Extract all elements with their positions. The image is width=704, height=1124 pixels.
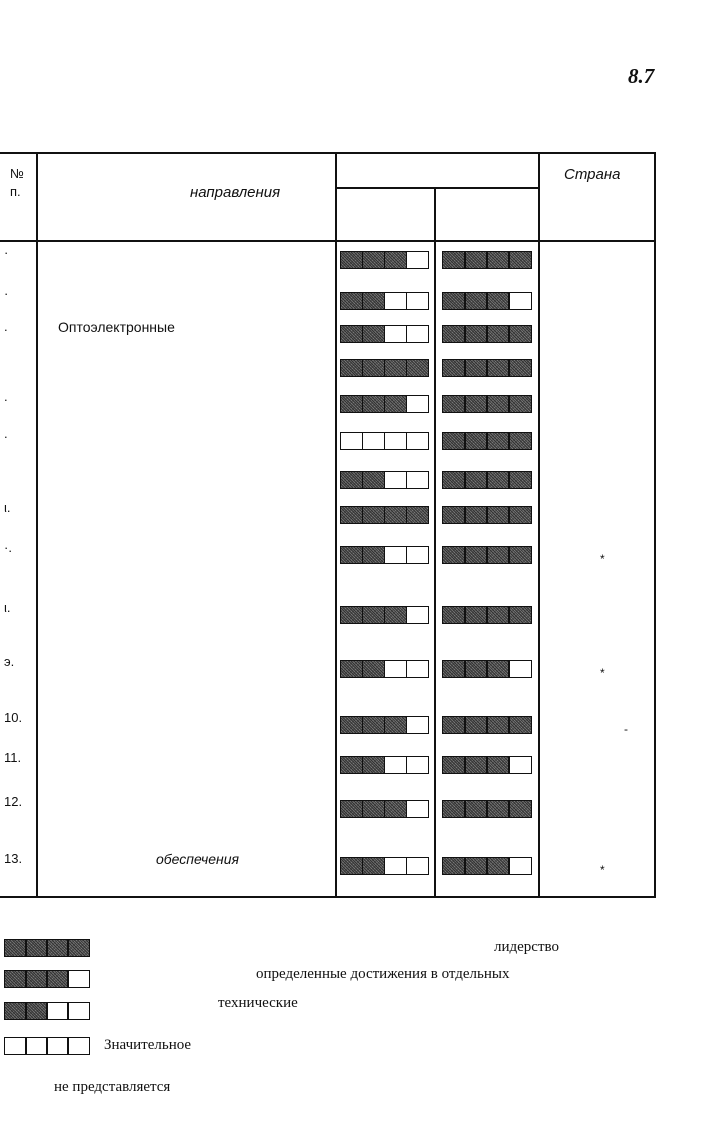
bar-segment-divider — [362, 661, 363, 677]
bar-segment-divider — [384, 717, 385, 733]
rating-bar-b — [442, 660, 532, 678]
rating-bar-b — [442, 756, 532, 774]
rating-bar-b — [442, 546, 532, 564]
direction-col-header: направления — [190, 184, 281, 201]
bar-segment-divider — [406, 757, 407, 773]
row-number: 11. — [4, 750, 22, 765]
bar-segment-divider — [508, 472, 509, 488]
bar-segment-divider — [508, 547, 509, 563]
bar-segment-divider — [362, 252, 363, 268]
bar-segment-divider — [508, 757, 509, 773]
bar-segment-divider — [464, 252, 465, 268]
column-divider — [36, 152, 38, 898]
footer-note: не представляется — [54, 1079, 171, 1095]
bar-segment-divider — [486, 858, 487, 874]
bar-segment-divider — [486, 293, 487, 309]
rating-bar-b — [442, 432, 532, 450]
bar-segment-divider — [464, 293, 465, 309]
bar-segment-divider — [508, 661, 509, 677]
rating-bar-b — [442, 292, 532, 310]
bar-segment-divider — [384, 326, 385, 342]
bar-segment-divider — [464, 472, 465, 488]
bar-segment-divider — [508, 293, 509, 309]
bar-segment-divider — [464, 507, 465, 523]
rating-bar-b — [442, 857, 532, 875]
bar-segment-divider — [406, 607, 407, 623]
rating-bar-b — [442, 359, 532, 377]
bar-fill — [443, 757, 509, 773]
bar-segment-divider — [464, 326, 465, 342]
rating-bar-b — [442, 251, 532, 269]
row-number: · — [4, 245, 9, 260]
bar-segment-divider — [362, 433, 363, 449]
bar-segment-divider — [406, 858, 407, 874]
rating-bar-a — [340, 395, 429, 413]
bar-fill — [443, 661, 509, 677]
country-mark: - — [624, 722, 628, 736]
bar-fill — [341, 607, 406, 623]
bar-segment-divider — [406, 396, 407, 412]
rating-bar-a — [340, 756, 429, 774]
row-number: ι. — [4, 600, 11, 615]
bar-segment-divider — [508, 717, 509, 733]
bar-fill — [341, 717, 406, 733]
header-divider — [0, 240, 656, 242]
bar-segment-divider — [362, 396, 363, 412]
legend-label: определенные достижения в отдельных — [256, 966, 510, 982]
bar-segment-divider — [67, 940, 68, 956]
row-number: . — [4, 389, 8, 404]
column-divider — [538, 152, 540, 898]
bar-segment-divider — [362, 293, 363, 309]
bar-segment-divider — [406, 252, 407, 268]
bar-segment-divider — [406, 326, 407, 342]
bar-fill — [443, 858, 509, 874]
rating-bar-a — [340, 325, 429, 343]
rating-bar-b — [442, 471, 532, 489]
rating-bar-a — [340, 432, 429, 450]
row-number: 10. — [4, 710, 23, 725]
bar-segment-divider — [406, 293, 407, 309]
row-number: . — [4, 319, 8, 334]
bar-fill — [341, 801, 406, 817]
bar-segment-divider — [25, 940, 26, 956]
bar-segment-divider — [508, 326, 509, 342]
bar-segment-divider — [384, 607, 385, 623]
bar-segment-divider — [486, 507, 487, 523]
country-mark: * — [600, 863, 605, 877]
bar-segment-divider — [362, 607, 363, 623]
bar-segment-divider — [25, 1038, 26, 1054]
bar-segment-divider — [464, 661, 465, 677]
bar-fill — [5, 971, 68, 987]
bar-segment-divider — [384, 757, 385, 773]
bar-segment-divider — [406, 547, 407, 563]
data-table — [0, 152, 656, 898]
bar-segment-divider — [46, 940, 47, 956]
bar-segment-divider — [464, 717, 465, 733]
bar-segment-divider — [464, 547, 465, 563]
bar-segment-divider — [486, 717, 487, 733]
row-label: обеспечения — [156, 851, 239, 867]
rating-bar-a — [340, 506, 429, 524]
bar-segment-divider — [25, 971, 26, 987]
rating-bar-b — [442, 800, 532, 818]
num-col-header-bottom: п. — [10, 184, 21, 199]
rating-bar-b — [442, 506, 532, 524]
bar-segment-divider — [384, 472, 385, 488]
bar-segment-divider — [508, 252, 509, 268]
bar-fill — [341, 252, 406, 268]
bar-segment-divider — [464, 607, 465, 623]
bar-fill — [443, 293, 509, 309]
bar-segment-divider — [486, 472, 487, 488]
legend-swatch — [4, 939, 90, 957]
bar-segment-divider — [362, 717, 363, 733]
column-divider — [434, 188, 436, 898]
num-col-header-top: № — [10, 166, 24, 181]
row-number: ι. — [4, 500, 11, 515]
rating-bar-a — [340, 359, 429, 377]
bar-segment-divider — [486, 252, 487, 268]
legend-swatch — [4, 1037, 90, 1055]
bar-segment-divider — [384, 433, 385, 449]
rating-bar-a — [340, 660, 429, 678]
bar-segment-divider — [25, 1003, 26, 1019]
bar-segment-divider — [486, 801, 487, 817]
bar-segment-divider — [384, 858, 385, 874]
bar-segment-divider — [486, 433, 487, 449]
bar-segment-divider — [486, 360, 487, 376]
bar-segment-divider — [46, 1038, 47, 1054]
bar-segment-divider — [406, 472, 407, 488]
bar-segment-divider — [362, 507, 363, 523]
bar-segment-divider — [406, 661, 407, 677]
rating-bar-a — [340, 251, 429, 269]
row-number: э. — [4, 654, 15, 669]
bar-segment-divider — [67, 1038, 68, 1054]
legend-label: лидерство — [494, 939, 559, 955]
bar-segment-divider — [486, 661, 487, 677]
page-number: 8.7 — [628, 64, 655, 88]
bar-segment-divider — [464, 396, 465, 412]
row-number: ·. — [4, 540, 12, 555]
bar-segment-divider — [464, 801, 465, 817]
bar-segment-divider — [384, 293, 385, 309]
bar-segment-divider — [384, 252, 385, 268]
bar-segment-divider — [46, 971, 47, 987]
bar-segment-divider — [508, 607, 509, 623]
bar-segment-divider — [406, 717, 407, 733]
row-number: 13. — [4, 851, 23, 866]
bar-segment-divider — [486, 757, 487, 773]
bar-segment-divider — [362, 858, 363, 874]
rating-bar-a — [340, 292, 429, 310]
bar-segment-divider — [384, 360, 385, 376]
column-divider — [335, 152, 337, 898]
rating-bar-b — [442, 606, 532, 624]
bar-segment-divider — [362, 757, 363, 773]
bar-segment-divider — [508, 396, 509, 412]
bar-segment-divider — [508, 858, 509, 874]
bar-segment-divider — [406, 507, 407, 523]
bar-segment-divider — [406, 360, 407, 376]
bar-segment-divider — [464, 757, 465, 773]
legend-swatch — [4, 1002, 90, 1020]
bar-segment-divider — [384, 801, 385, 817]
bar-segment-divider — [46, 1003, 47, 1019]
legend-swatch — [4, 970, 90, 988]
bar-segment-divider — [362, 360, 363, 376]
row-number: · — [4, 286, 9, 301]
bar-segment-divider — [464, 360, 465, 376]
row-label: Оптоэлектронные — [58, 319, 175, 335]
bar-segment-divider — [508, 360, 509, 376]
bar-segment-divider — [464, 858, 465, 874]
bar-segment-divider — [384, 547, 385, 563]
row-number: 12. — [4, 794, 23, 809]
rating-bar-a — [340, 546, 429, 564]
bar-segment-divider — [384, 507, 385, 523]
rating-bar-b — [442, 716, 532, 734]
bar-segment-divider — [486, 547, 487, 563]
bar-segment-divider — [384, 396, 385, 412]
bar-segment-divider — [486, 326, 487, 342]
bar-segment-divider — [464, 433, 465, 449]
bar-segment-divider — [508, 801, 509, 817]
bar-segment-divider — [486, 607, 487, 623]
bar-segment-divider — [362, 326, 363, 342]
bar-segment-divider — [486, 396, 487, 412]
bar-segment-divider — [67, 971, 68, 987]
rating-bar-a — [340, 800, 429, 818]
bar-segment-divider — [67, 1003, 68, 1019]
rating-bar-a — [340, 857, 429, 875]
legend-label: Значительное — [104, 1037, 192, 1053]
rating-bar-a — [340, 606, 429, 624]
bar-segment-divider — [508, 507, 509, 523]
rating-bar-b — [442, 395, 532, 413]
rating-bar-a — [340, 471, 429, 489]
bar-segment-divider — [406, 433, 407, 449]
bar-segment-divider — [362, 801, 363, 817]
country-mark: * — [600, 666, 605, 680]
rating-bar-b — [442, 325, 532, 343]
bar-segment-divider — [406, 801, 407, 817]
legend-label: технические — [218, 995, 298, 1011]
country-col-header: Страна — [564, 166, 621, 183]
country-mark: * — [600, 552, 605, 566]
bar-segment-divider — [362, 547, 363, 563]
rating-bar-a — [340, 716, 429, 734]
row-number: . — [4, 426, 8, 441]
bar-fill — [341, 396, 406, 412]
bar-segment-divider — [508, 433, 509, 449]
header-subdivider — [336, 187, 538, 189]
bar-segment-divider — [362, 472, 363, 488]
bar-segment-divider — [384, 661, 385, 677]
